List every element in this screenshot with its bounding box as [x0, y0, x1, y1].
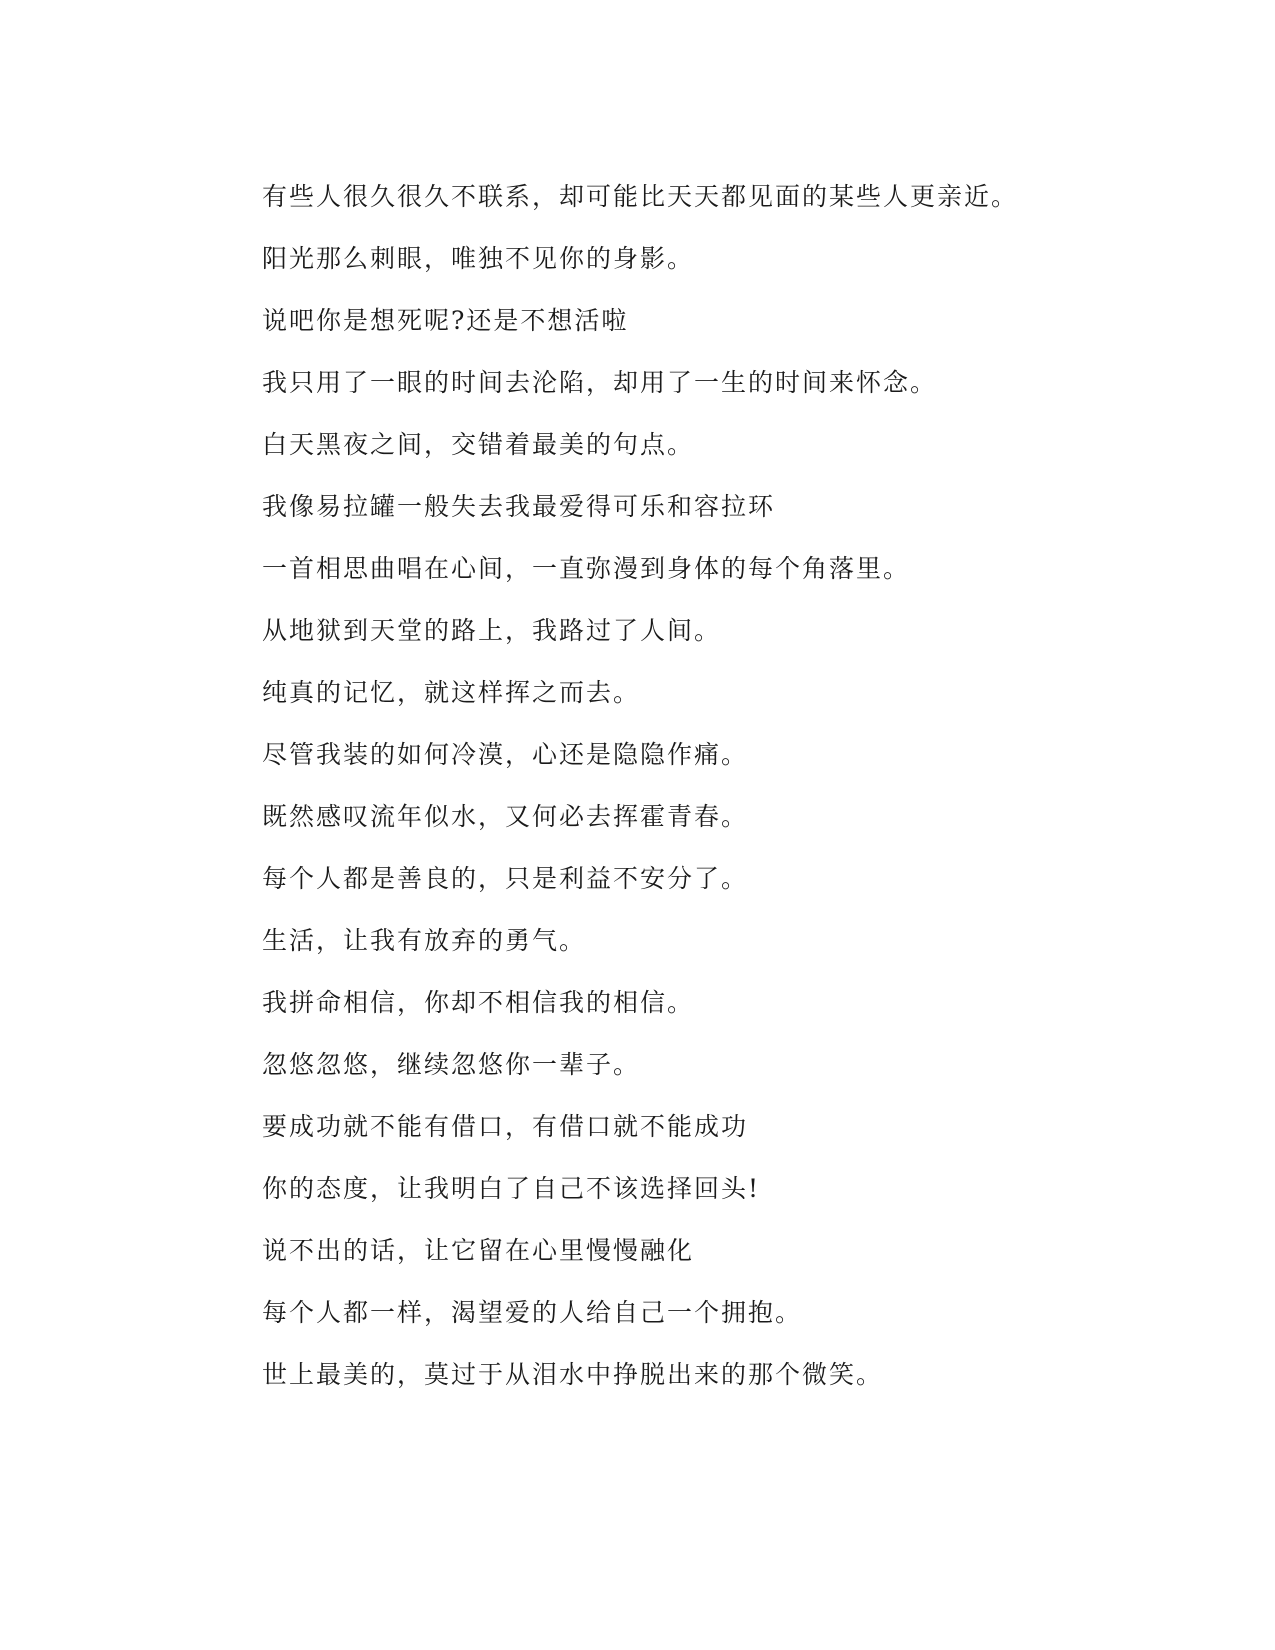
- quote-line: 我拼命相信，你却不相信我的相信。: [262, 988, 695, 1017]
- quote-line: 从地狱到天堂的路上，我路过了人间。: [262, 616, 722, 645]
- quote-line: 说吧你是想死呢?还是不想活啦: [262, 306, 629, 335]
- quote-line: 我只用了一眼的时间去沦陷，却用了一生的时间来怀念。: [262, 368, 938, 397]
- quote-line: 每个人都是善良的，只是利益不安分了。: [262, 864, 749, 893]
- quote-line: 你的态度，让我明白了自己不该选择回头!: [262, 1174, 761, 1203]
- quote-line: 我像易拉罐一般失去我最爱得可乐和容拉环: [262, 492, 776, 521]
- quote-line: 有些人很久很久不联系，却可能比天天都见面的某些人更亲近。: [262, 182, 1019, 211]
- quote-line: 纯真的记忆，就这样挥之而去。: [262, 678, 641, 707]
- quote-line: 既然感叹流年似水，又何必去挥霍青春。: [262, 802, 749, 831]
- quote-line: 阳光那么刺眼，唯独不见你的身影。: [262, 244, 695, 273]
- quote-line: 忽悠忽悠，继续忽悠你一辈子。: [262, 1050, 641, 1079]
- quote-line: 一首相思曲唱在心间，一直弥漫到身体的每个角落里。: [262, 554, 911, 583]
- quote-line: 生活，让我有放弃的勇气。: [262, 926, 587, 955]
- quote-line: 世上最美的，莫过于从泪水中挣脱出来的那个微笑。: [262, 1360, 884, 1389]
- quote-line: 要成功就不能有借口，有借口就不能成功: [262, 1112, 749, 1141]
- quote-line: 尽管我装的如何冷漠，心还是隐隐作痛。: [262, 740, 749, 769]
- quote-line: 说不出的话，让它留在心里慢慢融化: [262, 1236, 695, 1265]
- quote-line: 白天黑夜之间，交错着最美的句点。: [262, 430, 695, 459]
- quote-list: [262, 166, 1162, 1406]
- quote-line: 每个人都一样，渴望爱的人给自己一个拥抱。: [262, 1298, 803, 1327]
